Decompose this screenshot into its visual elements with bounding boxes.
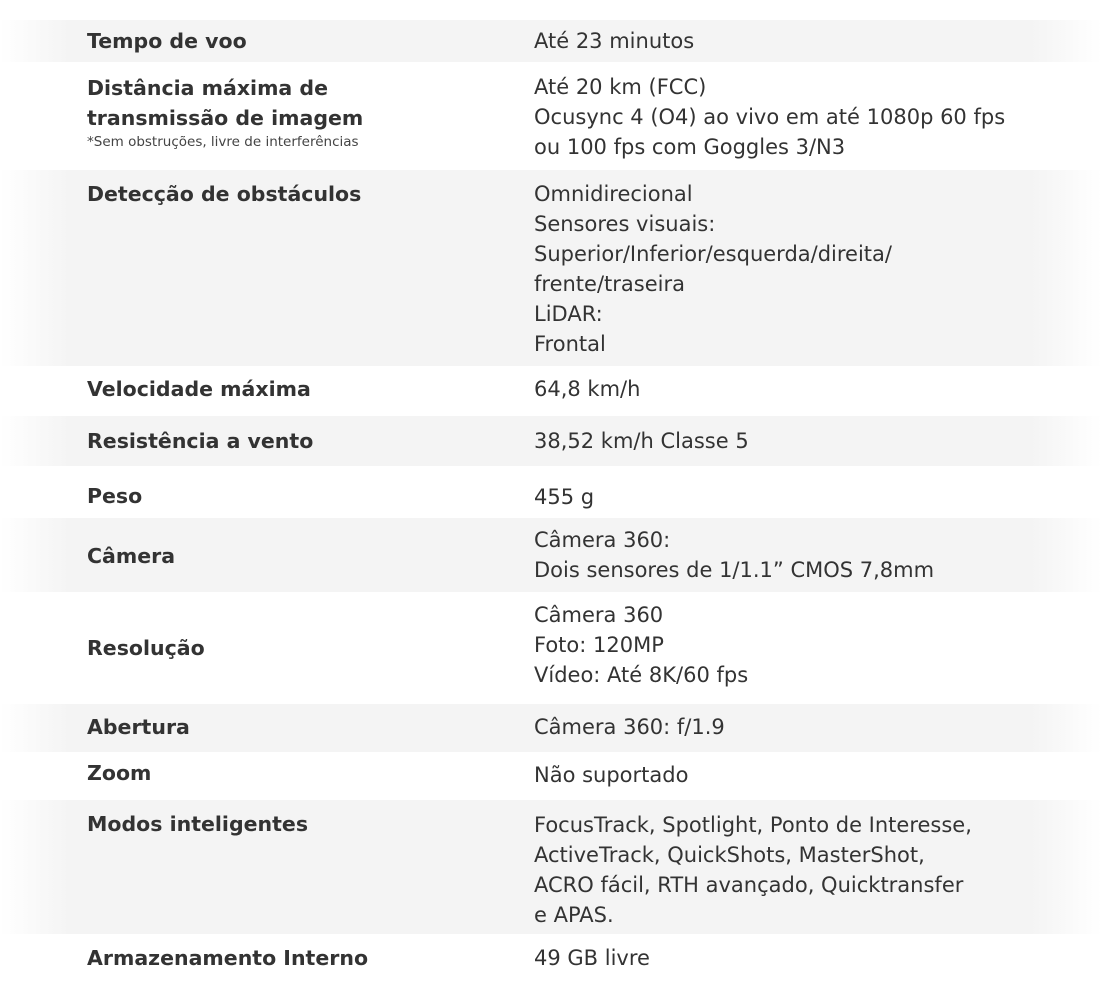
- spec-value: Até 23 minutos: [534, 29, 695, 53]
- spec-value: 64,8 km/h: [534, 377, 641, 401]
- spec-row-obstacle-detection: [0, 170, 1102, 366]
- spec-value: FocusTrack, Spotlight, Ponto de Interesse, ActiveTrack, QuickShots, MasterShot, ACRO fácil, RTH avançado, Quicktransfer e APAS.: [534, 813, 972, 927]
- spec-label: Detecção de obstáculos: [87, 182, 362, 206]
- spec-row-camera: [0, 518, 1102, 592]
- spec-row-aperture: [0, 704, 1102, 752]
- spec-label: Resolução: [87, 636, 205, 660]
- spec-value: 49 GB livre: [534, 946, 650, 970]
- spec-value: Câmera 360: Dois sensores de 1/1.1” CMOS 7,8mm: [534, 528, 935, 582]
- spec-value: Câmera 360 Foto: 120MP Vídeo: Até 8K/60 fps: [534, 603, 749, 687]
- spec-row-intelligent-modes: [0, 800, 1102, 934]
- spec-value: 455 g: [534, 485, 595, 509]
- spec-value: Não suportado: [534, 763, 689, 787]
- spec-label: Velocidade máxima: [87, 377, 311, 401]
- spec-row-internal-storage: [0, 934, 1102, 988]
- spec-label: Abertura: [87, 715, 190, 739]
- spec-label: Modos inteligentes: [87, 812, 309, 836]
- spec-row-zoom: [0, 752, 1102, 800]
- spec-label: Distância máxima de transmissão de imagem *Sem obstruções, livre de interferências: [87, 73, 363, 153]
- spec-label: Peso: [87, 484, 143, 508]
- spec-label: Câmera: [87, 544, 176, 568]
- spec-row-wind-resistance: [0, 416, 1102, 466]
- spec-label: Zoom: [87, 761, 152, 785]
- spec-value: Até 20 km (FCC) Ocusync 4 (O4) ao vivo em até 1080p 60 fps ou 100 fps com Goggles 3/N3: [534, 75, 1006, 159]
- spec-value: Câmera 360: f/1.9: [534, 715, 725, 739]
- spec-row-weight: [0, 466, 1102, 518]
- spec-value: Omnidirecional Sensores visuais: Superior/Inferior/esquerda/direita/ frente/traseira LiDAR: Frontal: [534, 182, 892, 356]
- spec-label: Armazenamento Interno: [87, 946, 369, 970]
- spec-row-transmission-distance: [0, 62, 1102, 170]
- spec-label-note: *Sem obstruções, livre de interferências: [87, 134, 359, 150]
- spec-value: 38,52 km/h Classe 5: [534, 429, 749, 453]
- spec-label: Resistência a vento: [87, 429, 314, 453]
- spec-label: Tempo de voo: [87, 29, 247, 53]
- spec-row-resolution: [0, 592, 1102, 704]
- spec-row-max-speed: [0, 366, 1102, 416]
- spec-row-flight-time: [0, 20, 1102, 62]
